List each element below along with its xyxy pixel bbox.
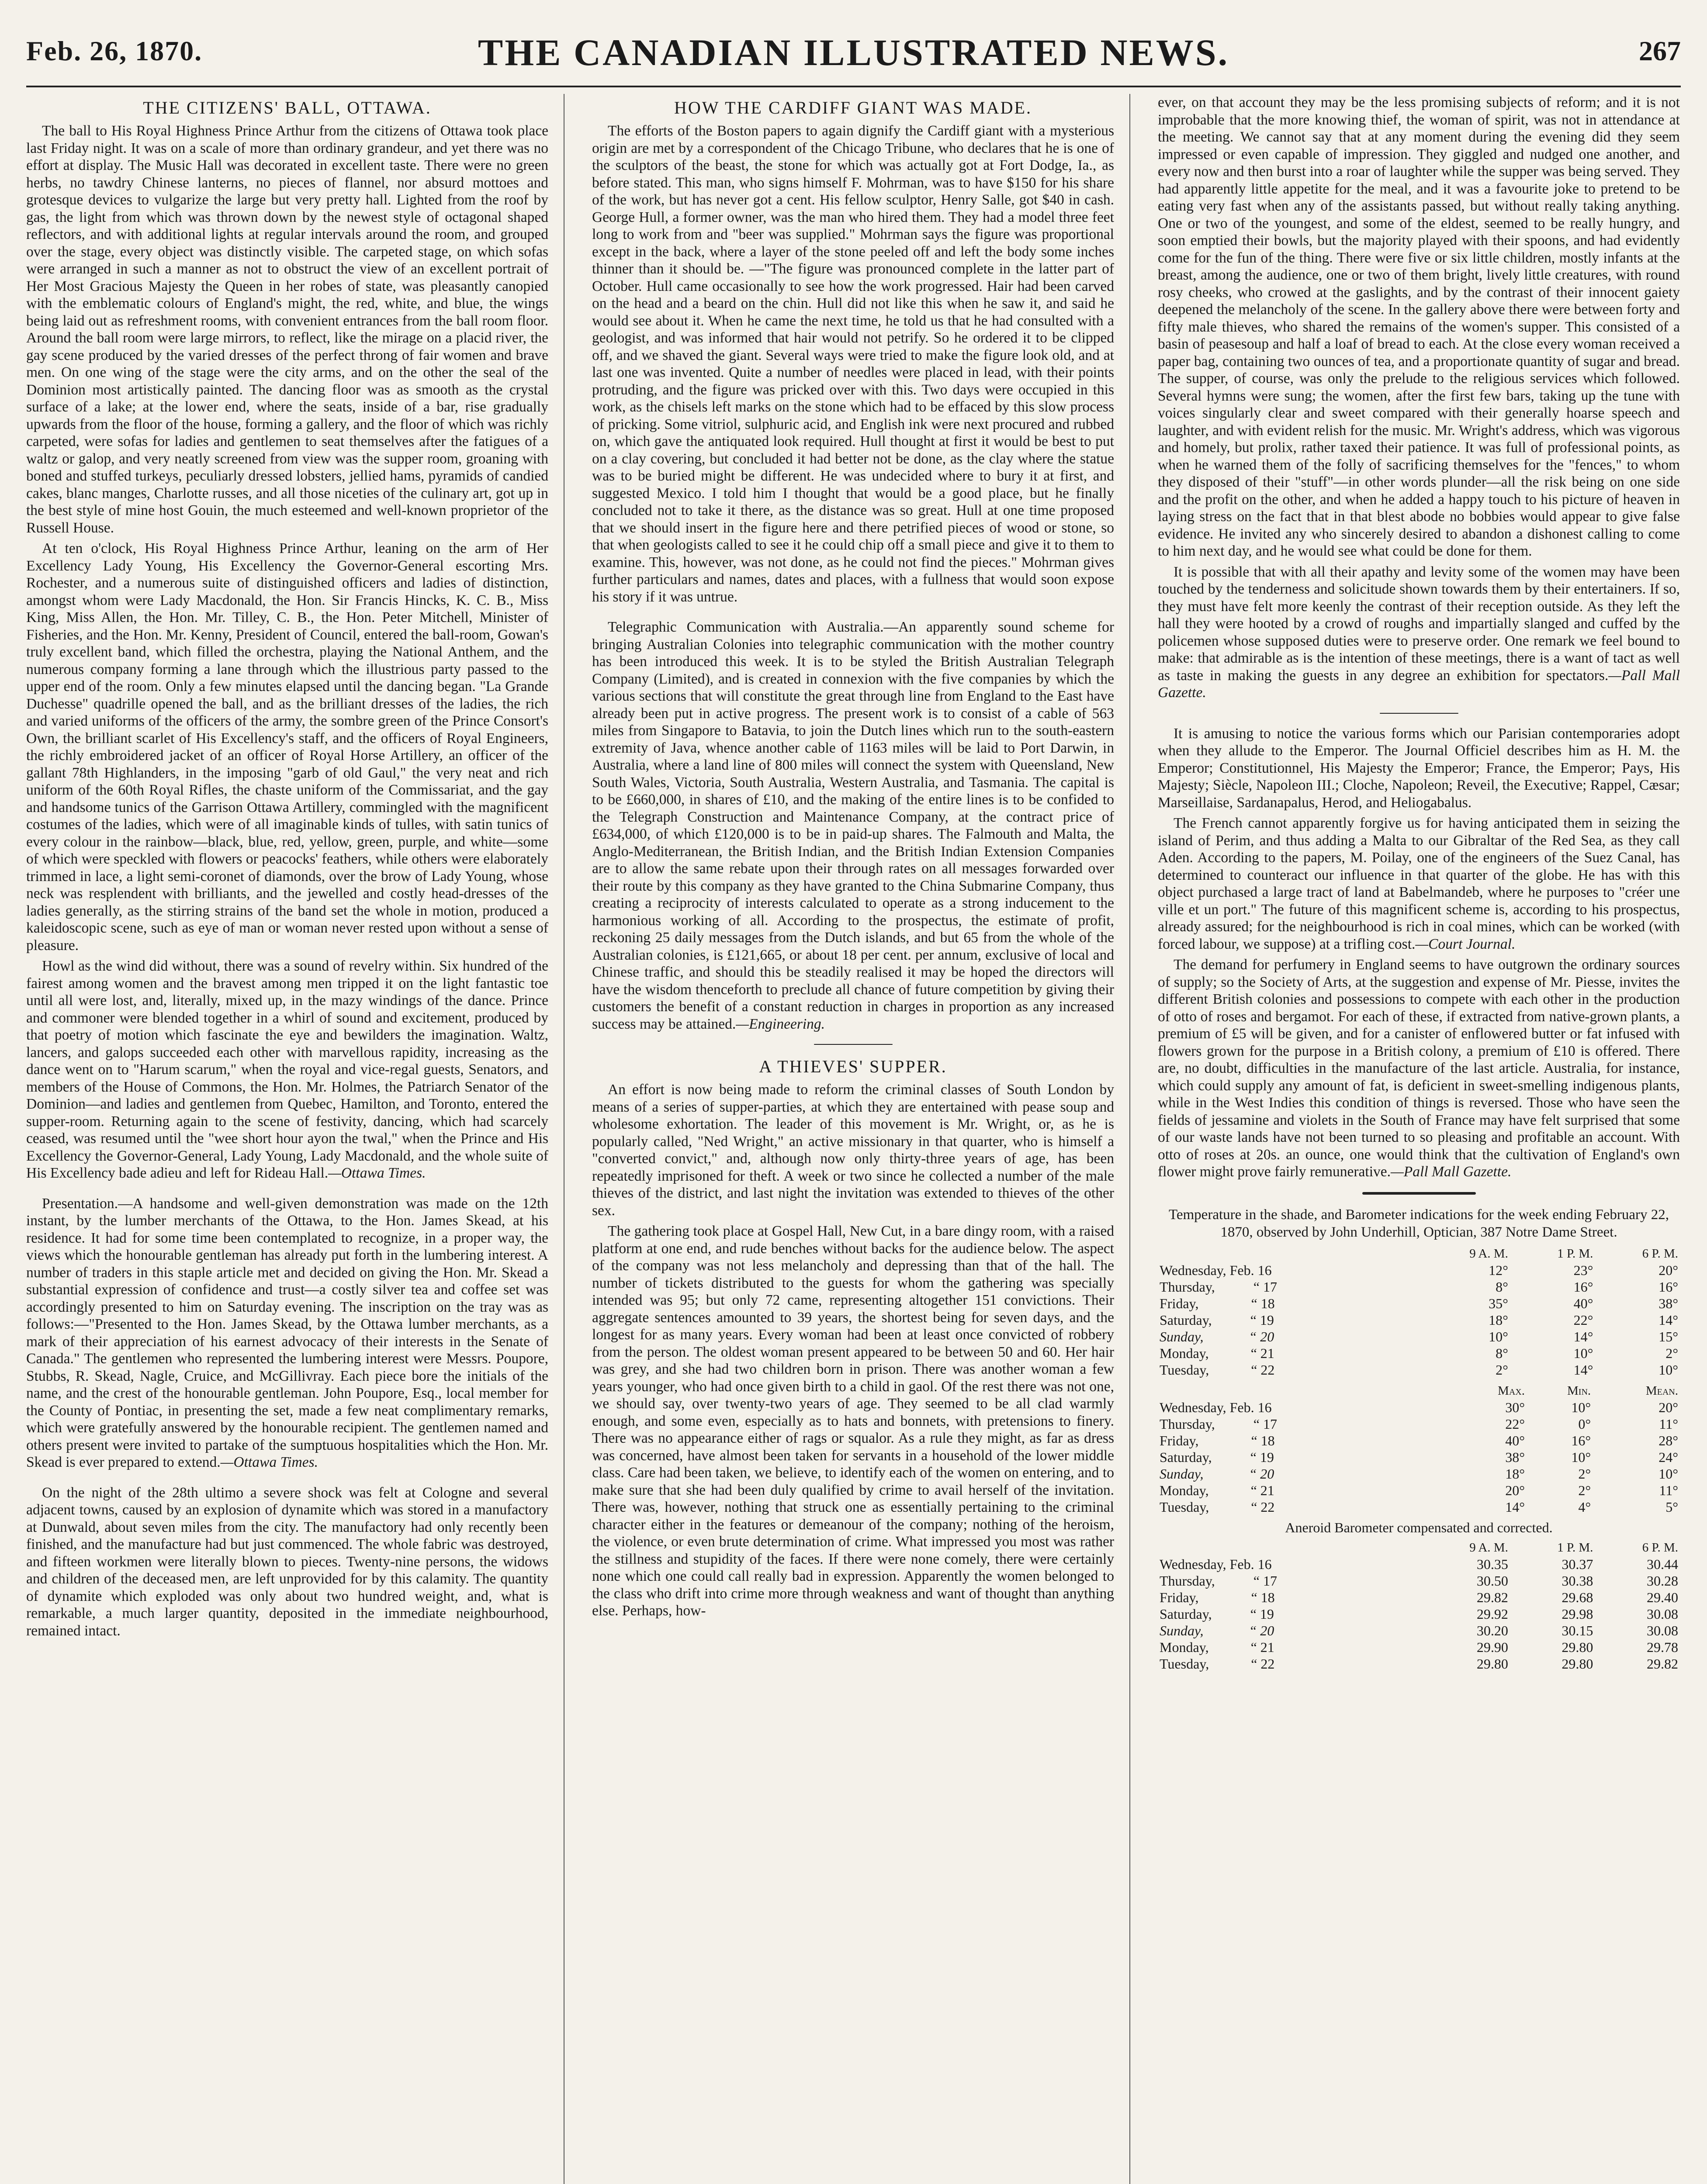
table-header: 9 A. M. — [1469, 1540, 1508, 1555]
table-header: 6 P. M. — [1642, 1246, 1678, 1261]
column-2 — [592, 94, 1114, 2184]
table-cell-value: 22° — [1505, 1416, 1525, 1432]
table-cell-value: 29.80 — [1476, 1655, 1508, 1672]
table-cell-value: 2° — [1496, 1362, 1508, 1378]
ornamental-rule — [1362, 1192, 1476, 1195]
paragraph — [26, 1195, 548, 1471]
table-row — [1158, 1499, 1680, 1515]
barometer-table — [1158, 1539, 1680, 1672]
paragraph-text: It is possible that with all their apathy and levity some of the women may have been touched by the tenderness and solicitude shown towards them by their entertainers. If so, they must have felt more keenly the contrast of their reception outside. As they left the hall they were hooted by a crowd of roughs and impartially slanged and cuffed by the policemen whose supposed duties were to preserve order. One remark we feel bound to make: that admirable as is the intention of these meetings, there is a want of tact as well as taste in making the guests in any degree an exhibition for spectators. — [1158, 563, 1680, 684]
paragraph: At ten o'clock, His Royal Highness Prince Arthur, leaning on the arm of Her Excellency Lady Young, His Excellency the Governor-General escorting Mrs. Rochester, and a numerous suite of distinguished officers and ladies of distinction, amongst whom were Lady Macdonald, the Hon. Sir Francis Hincks, K. C. B., Miss King, Miss Allen, the Hon. Mr. Tilley, C. B., the Hon. Peter Mitchell, Minister of Fisheries, and the Hon. Mr. Kenny, President of Council, entered the ball-room, Gowan's truly excellent band, which filled the orchestra, playing the National Anthem, and the numerous company forming a lane through which the illustrious party passed to the upper end of the room. Only a few minutes elapsed until the dancing began. "La Grande Duchesse" quadrille opened the ball, and as the brilliant dresses of the ladies, the rich and varied uniforms of the officers of the army, the sombre green of the Prince Consort's Own, the brilliant scarlet of His Excellency's staff, and the officers of Royal Engineers, the richly embroidered jacket of an officer of Royal Horse Artillery, an officer of the gallant 78th Highlanders, in the imposing "garb of old Gaul," the very neat and rich uniform of the 60th Royal Rifles, the chaste uniform of the Commissariat, and the gay and handsome tunics of the Garrison Ottawa Artillery, commingled with the magnificent costumes of the ladies, which were of all imaginable kinds of tulles, with satin tunics of every colour in the rainbow—black, blue, red, yellow, green, purple, and white—some of which were speckled with flowers or peacocks' feathers, while others were elaborately trimmed in lace, a light semi-coronet of diamonds, over the brow of Lady Young, whose neck was resplendent with brilliants, and the jewelled and costly head-dresses of the ladies generally, as the stirring strains of the band set the whole in motion, produced a kaleidoscopic scene, such as eye of man or woman never rested upon without a sense of pleasure. — [26, 540, 548, 954]
table-body — [1158, 1556, 1680, 1672]
table-cell-value: 29.98 — [1562, 1606, 1593, 1622]
table-cell-day: Monday, “ 21 — [1160, 1345, 1274, 1361]
table-row — [1158, 1279, 1680, 1295]
table-row — [1158, 1482, 1680, 1499]
table-cell-value: 16° — [1571, 1432, 1591, 1448]
masthead — [26, 17, 1681, 83]
table-header: 1 P. M. — [1557, 1540, 1593, 1555]
table-cell-value: 29.80 — [1562, 1655, 1593, 1672]
newspaper-title: THE CANADIAN ILLUSTRATED NEWS. — [478, 31, 1229, 73]
table-row — [1158, 1416, 1680, 1432]
table-cell-value: 2° — [1578, 1465, 1591, 1482]
table-row — [1158, 1432, 1680, 1449]
table-cell-value: 11° — [1659, 1482, 1678, 1498]
table-cell-value: 14° — [1505, 1499, 1525, 1515]
table-header — [1158, 1539, 1419, 1556]
issue-date: Feb. 26, 1870. — [26, 35, 203, 66]
table-cell-value: 38° — [1659, 1295, 1678, 1311]
paragraph: The gathering took place at Gospel Hall, New Cut, in a bare dingy room, with a raised platform at one end, and rude benches without backs for the audience below. The aspect of the company was not less melancholy and depressing than that of the hall. The number of tickets distributed to the guests for whom the gathering was specially intended was 95; but only 72 came, representing altogether 151 convictions. Their aggregate sentences amounted to 39 years, the shortest being for seven days, and the longest for as many years. Every woman had been at least once convicted of robbery from the person. The oldest woman present appeared to be between 50 and 60. Her hair was grey, and she had two children born in prison. There was another woman a few years younger, who had once given birth to a child in gaol. Of the rest there was not one, we should say, over twenty-two years of age. They seemed to be all clad warmly enough, and some even, especially as to hats and bonnets, with pretensions to finery. There was no appearance either of rags or squalor. As a rule they might, as far as dress was concerned, have almost been taken for servants in a household of the lower middle class. Care had been taken, we believe, to identify each of the women on entering, and to make sure that she had been duly qualified by crime to avail herself of the invitation. There was, however, nothing that struck one as essentially pertaining to the criminal character either in the features or demeanour of the company; nothing of the heroism, the violence, or even brute determination of crime. What impressed you most was rather the stillness and stupidity of the faces. If there were none comely, there were certainly none which one could call really bad in expression. Apparently the women belonged to the class who drift into crime more through weakness and want of thought than anything else. Perhaps, how- — [592, 1223, 1114, 1619]
table-cell-day: Wednesday, Feb. 16 — [1160, 1556, 1272, 1572]
paragraph — [1158, 563, 1680, 702]
table-row — [1158, 1328, 1680, 1345]
table-cell-value: 30.50 — [1476, 1572, 1508, 1589]
table-cell-value: 20° — [1505, 1482, 1525, 1498]
paragraph: The efforts of the Boston papers to again dignify the Cardiff giant with a mysterious origin are met by a correspondent of the Chicago Tribune, who declares that he is one of the sculptors of the beast, the stone for which was actually got at Fort Dodge, Ia., as before stated. This man, who signs himself F. Mohrman, was to have $150 for his share of the work, but has never got a cent. His fellow sculptor, Henry Salle, got $40 in cash. George Hull, a former owner, was the man who hired them. They had a model three feet long to work from and "beer was supplied." Mohrman says the figure was proportional except in the back, where a layer of the stone peeled off and left the body some inches thinner than it should be. —"The figure was pronounced complete in the latter part of October. Hull came occasionally to see how the work progressed. Hair had been carved on the head and a beard on the chin. Hull did not like this when he saw it, and said he would see about it. When he came the next time, he told us that he had consulted with a geologist, and was informed that hair would not petrify. So he ordered it to be clipped off, and we shaved the giant. Several ways were tried to make the figure look old, and at last one was invented. Quite a number of needles were placed in lead, with their points protruding, and the figure was pricked over with this. Two days were occupied in this work, as the chisels left marks on the stone which had to be effaced by this slow process of pricking. Some vitriol, sulphuric acid, and English ink were next procured and rubbed on, which gave the antiquated look required. Hull thought at first it would be best to put on a clay covering, but concluded it had better not be done, as the clay where the statue was to be buried might be different. He was undecided where to bury it at first, and suggested Mexico. I told him I thought that would be a good place, but he finally concluded not to take it there, as the distance was so great. Hull at one time proposed that we should insert in the figure here and there petrified pieces of wood or stone, so that when geologists called to see it he could chip off a small piece and give it to them to examine. This, however, was not done, as he could not find the pieces." Mohrman gives further particulars and names, dates and places, with a fullness that would soon expose his story if it was untrue. — [592, 123, 1114, 605]
table-cell-day: Tuesday, “ 22 — [1160, 1362, 1275, 1378]
article-title: HOW THE CARDIFF GIANT WAS MADE. — [674, 98, 1032, 117]
table-cell-value: 18° — [1505, 1465, 1525, 1482]
paragraph-text: The French cannot apparently forgive us for having anticipated them in seizing the island of Perim, and thus adding a Malta to our Gibraltar of the Red Sea, as they call Aden. According to the papers, M. Poilay, one of the engineers of the Suez Canal, has determined to counteract our influence in that quarter of the globe. He has with this object purchased a large tract of land at Babelmandeb, where he purposes to "créer une ville et un port." The future of this magnificent scheme is, according to his prospectus, already assured; for the neighbourhood is rich in coal mines, which can be worked (with forced labour, we suppose) at a trifling cost. — [1158, 815, 1680, 952]
table-cell-value: 30.20 — [1476, 1622, 1508, 1638]
table-cell-value: 29.82 — [1476, 1589, 1508, 1605]
table-cell-value: 38° — [1505, 1449, 1525, 1465]
table-cell-value: 30.37 — [1562, 1556, 1593, 1572]
table-cell-value: 29.78 — [1647, 1639, 1678, 1655]
source-credit: —Court Journal. — [1415, 936, 1516, 952]
table-header: 6 P. M. — [1642, 1540, 1678, 1555]
table-cell-value: 30.08 — [1647, 1606, 1678, 1622]
table-cell-value: 4° — [1578, 1499, 1591, 1515]
table-cell-value: 10° — [1659, 1465, 1678, 1482]
table-cell-day: Tuesday, “ 22 — [1160, 1655, 1275, 1672]
paragraph — [26, 957, 548, 1182]
table-cell-day: Saturday, “ 19 — [1160, 1449, 1274, 1465]
table-row — [1158, 1572, 1680, 1589]
table-row — [1158, 1622, 1680, 1639]
table-row — [1158, 1655, 1680, 1672]
table-cell-value: 14° — [1659, 1312, 1678, 1328]
table-cell-value: 8° — [1496, 1279, 1508, 1295]
table-body — [1158, 1262, 1680, 1378]
table-row — [1158, 1589, 1680, 1606]
table-cell-value: 23° — [1573, 1262, 1593, 1278]
table-header — [1158, 1245, 1419, 1262]
table-cell-value: 14° — [1573, 1328, 1593, 1344]
column-3 — [1158, 94, 1680, 2184]
table-cell-value: 29.82 — [1647, 1655, 1678, 1672]
table-cell-value: 30.15 — [1562, 1622, 1593, 1638]
table-cell-value: 18° — [1489, 1312, 1508, 1328]
table-cell-value: 29.90 — [1476, 1639, 1508, 1655]
source-credit: —Pall Mall Gazette. — [1158, 667, 1680, 701]
table-row — [1158, 1262, 1680, 1279]
table-cell-value: 14° — [1573, 1362, 1593, 1378]
table-cell-value: 0° — [1578, 1416, 1591, 1432]
paragraph: On the night of the 28th ultimo a severe shock was felt at Cologne and several adjacent towns, caused by an explosion of dynamite which was stored in a manufactory at Dunwald, about seven miles from the city. The manufactory had only recently been finished, and the manufacture had but just commenced. The whole fabric was destroyed, and fifteen workmen were literally blown to pieces. Twenty-nine persons, the widows and children of the deceased men, are left unprovided for by this calamity. The quantity of dynamite which exploded was only about two hundred weight, and, what is remarkable, a much larger quantity, deposited in the immediate neighbourhood, remained intact. — [26, 1484, 548, 1639]
table-cell-day: Tuesday, “ 22 — [1160, 1499, 1275, 1515]
section-rule — [814, 1044, 893, 1045]
table-cell-value: 8° — [1496, 1345, 1508, 1361]
weather-caption: Temperature in the shade, and Barometer indications for the week ending February 22, 1870, observed by John Underhill, Optician, 387 Notre Dame Street. — [1169, 1206, 1669, 1240]
section-rule — [1380, 713, 1458, 714]
table-cell-value: 24° — [1659, 1449, 1678, 1465]
table-cell-value: 29.40 — [1647, 1589, 1678, 1605]
table-row — [1158, 1399, 1680, 1416]
table-cell-day: Friday, “ 18 — [1160, 1432, 1275, 1448]
table-cell-day: Wednesday, Feb. 16 — [1160, 1399, 1272, 1415]
temperature-table — [1158, 1245, 1680, 1378]
paragraph — [1158, 956, 1680, 1181]
table-cell-value: 20° — [1659, 1262, 1678, 1278]
table-header: Min. — [1567, 1383, 1591, 1398]
barometer-title: Aneroid Barometer compensated and corrected. — [1285, 1519, 1553, 1535]
table-header-row — [1158, 1245, 1680, 1262]
table-cell-day: Wednesday, Feb. 16 — [1160, 1262, 1272, 1278]
table-cell-value: 30.38 — [1562, 1572, 1593, 1589]
paragraph — [592, 619, 1114, 1033]
table-cell-value: 30.08 — [1647, 1622, 1678, 1638]
column-1 — [26, 94, 548, 2184]
page-number: 267 — [1639, 35, 1681, 66]
paragraph: It is amusing to notice the various forms which our Parisian contemporaries adopt when they allude to the Emperor. The Journal Officiel describes him as H. M. the Emperor; Constitutionnel, His Majesty the Emperor; France, the Emperor; Pays, His Majesty; Siècle, Napoleon III.; Cloche, Napoleon; Reveil, the Executive; Rappel, Cæsar; Marseillaise, Sardanapalus, Herod, and Heliogabalus. — [1158, 725, 1680, 811]
table-header-row — [1158, 1382, 1680, 1399]
table-cell-value: 10° — [1571, 1399, 1591, 1415]
table-cell-value: 30.28 — [1647, 1572, 1678, 1589]
table-header: Max. — [1498, 1383, 1525, 1398]
table-cell-value: 10° — [1659, 1362, 1678, 1378]
table-cell-value: 30.44 — [1647, 1556, 1678, 1572]
source-credit: —Engineering. — [736, 1016, 825, 1032]
table-cell-day: Friday, “ 18 — [1160, 1589, 1275, 1605]
paragraph-text: Presentation.—A handsome and well-given demonstration was made on the 12th instant, by the lumber merchants of the Ottawa, to the Hon. James Skead, at his residence. It had for some time been contemplated to recognize, in a proper way, the views which the honourable gentleman has already put forth in the lumbering interest. A number of traders in this staple article met and decided on giving the Hon. Mr. Skead a substantial expression of confidence and trust—a costly silver tea and coffee set was accordingly presented to him on Saturday evening. The inscription on the tray was as follows:—"Presented to the Hon. James Skead, by the Ottawa lumber merchants, as a mark of their appreciation of his earnest advocacy of their interests in the Senate of Canada." The gentlemen who represented the lumbering interest were Messrs. Poupore, Stubbs, R. Skead, Nagle, Cruice, and McGillivray. Each piece bore the initials of the name, and the crest of the honourable gentleman. John Poupore, Esq., local member for the County of Pontiac, in presenting the set, made a few neat complimentary remarks, which were gratefully answered by the honourable recipient. The gentlemen named and others present were invited to partake of the sumptuous hospitalities which the Hon. Mr. Skead is ever prepared to extend. — [26, 1195, 548, 1470]
table-row — [1158, 1312, 1680, 1328]
table-cell-value: 29.92 — [1476, 1606, 1508, 1622]
table-cell-value: 10° — [1571, 1449, 1591, 1465]
masthead-rule — [26, 86, 1681, 87]
table-cell-value: 12° — [1489, 1262, 1508, 1278]
table-cell-day: Friday, “ 18 — [1160, 1295, 1275, 1311]
table-row — [1158, 1449, 1680, 1465]
table-row — [1158, 1639, 1680, 1655]
table-cell-value: 40° — [1505, 1432, 1525, 1448]
table-cell-value: 35° — [1489, 1295, 1508, 1311]
table-cell-value: 2° — [1665, 1345, 1678, 1361]
table-cell-value: 11° — [1659, 1416, 1678, 1432]
table-header-row — [1158, 1539, 1680, 1556]
paragraph: The ball to His Royal Highness Prince Arthur from the citizens of Ottawa took place last Friday night. It was on a scale of more than ordinary grandeur, and yet there was no effort at display. The Music Hall was decorated in excellent taste. There were no green herbs, no tawdry Chinese lanterns, no pieces of flannel, nor absurd mottoes and grotesque devices to vulgarize the large but very pretty hall. Lighted from the roof by gas, the light from which was thrown down by the newest style of octagonal shaped reflectors, and with additional lights at regular intervals around the room, and grouped over the stage, every object was distinctly visible. The carpeted stage, on which sofas were arranged in such a manner as not to obstruct the view of an excellent portrait of Her Most Gracious Majesty the Queen in her robes of state, was pleasantly canopied with the emblematic colours of England's might, the red, white, and blue, the wings being laid out as refreshment rooms, with convenient entrances from the ball room floor. Around the ball room were large mirrors, to reflect, like the mirage on a placid river, the gay scene produced by the varied dresses of the perfect throng of fair women and brave men. On one wing of the stage were the city arms, and on the other the seal of the Dominion most artistically painted. The dancing floor was as smooth as the crystal surface of a lake; at the lower end, where the seats, inside of a bar, rise gradually upwards from the floor of the house, forming a gallery, and the floor of which was richly carpeted, were sofas for ladies and gentlemen to seat themselves after the fatigues of a waltz or galop, and very neatly screened from view was the supper room, groaning with boned and stuffed turkeys, peculiarly dressed lobsters, jellied hams, pyramids of candied cakes, blanc manges, Charlotte russes, and all those niceties of the culinary art, got up in the best style of mine host Gouin, the much esteemed and well-known proprietor of the Russell House. — [26, 123, 548, 536]
table-cell-value: 15° — [1659, 1328, 1678, 1344]
table-cell-value: 40° — [1573, 1295, 1593, 1311]
table-cell-day: Sunday, “ 20 — [1160, 1465, 1274, 1482]
table-cell-value: 30° — [1505, 1399, 1525, 1415]
table-row — [1158, 1295, 1680, 1312]
table-cell-day: Thursday, “ 17 — [1160, 1279, 1277, 1295]
table-cell-value: 2° — [1578, 1482, 1591, 1498]
table-header: 9 A. M. — [1469, 1246, 1508, 1261]
table-row — [1158, 1556, 1680, 1572]
table-cell-value: 29.68 — [1562, 1589, 1593, 1605]
paragraph-text: Howl as the wind did without, there was a sound of revelry within. Six hundred of the fairest among women and the bravest among men tripped it on the light fantastic toe until all were lost, and, literally, mixed up, in the mazy windings of the dance. Prince and commoner were blended together in a whirl of sound and excitement, produced by that poetry of motion which fascinate the eye and bewilders the imagination. Waltz, lancers, and galops succeeded each other with marvellous rapidity, increasing as the dance went on to "Harum scarum," when the royal and vice-regal guests, Senators, and members of the House of Commons, the Hon. Mr. Holmes, the Patriarch Senator of the Dominion—and ladies and gentlemen from Quebec, Hamilton, and Toronto, entered the supper-room. Returning again to the scene of festivity, dancing, which had scarcely ceased, was resumed until the "wee short hour ayon the twal," when the Prince and His Excellency the Governor-General, Lady Young, Lady Macdonald, and the whole suite of His Excellency bade adieu and left for Rideau Hall. — [26, 958, 548, 1181]
table-cell-day: Sunday, “ 20 — [1160, 1622, 1274, 1638]
table-cell-day: Thursday, “ 17 — [1160, 1572, 1277, 1589]
table-cell-value: 22° — [1573, 1312, 1593, 1328]
table-row — [1158, 1606, 1680, 1622]
table-cell-day: Sunday, “ 20 — [1160, 1328, 1274, 1344]
table-header — [1158, 1382, 1452, 1399]
table-cell-day: Monday, “ 21 — [1160, 1482, 1274, 1498]
table-cell-day: Thursday, “ 17 — [1160, 1416, 1277, 1432]
table-cell-value: 16° — [1573, 1279, 1593, 1295]
table-header: Mean. — [1645, 1383, 1678, 1398]
table-row — [1158, 1345, 1680, 1362]
max-min-table — [1158, 1382, 1680, 1515]
article-title: THE CITIZENS' BALL, OTTAWA. — [143, 98, 432, 117]
table-cell-day: Saturday, “ 19 — [1160, 1312, 1274, 1328]
paragraph — [1158, 815, 1680, 953]
source-credit: —Ottawa Times. — [328, 1165, 426, 1181]
source-credit: —Pall Mall Gazette. — [1391, 1164, 1512, 1180]
article-title: A THIEVES' SUPPER. — [759, 1057, 947, 1076]
table-row — [1158, 1362, 1680, 1378]
paragraph-text: Telegraphic Communication with Australia.—An apparently sound scheme for bringing Australian Colonies into telegraphic communication with the mother country has been introduced this week. It is to be styled the British Australian Telegraph Company (Limited), and is created in connexion with the five companies by which the various sections that will constitute the great through line from England to the East have already been put in active progress. The present work is to consist of a cable of 563 miles from Singapore to Batavia, to join the Dutch lines which run to the south-eastern extremity of Java, whence another cable of 1163 miles will be laid to Port Darwin, in Australia, where a land line of 800 miles will connect the system with Queensland, New South Wales, Victoria, South Australia, Western Australia, and Tasmania. The capital is to be £660,000, in shares of £10, and the making of the entire lines is to be confided to the Telegraph Construction and Maintenance Company, at the contract price of £634,000, of which £120,000 is to be in paid-up shares. The Falmouth and Malta, the Anglo-Mediterranean, the British Indian, and the British Indian Extension Companies are to allow the same rebate upon their through rates on all messages forwarded over their route by this company as they have granted to the China Submarine Company, thus creating a reciprocity of interests calculated to operate as a strong inducement to the harmonious working of all. According to the prospectus, the estimate of profit, reckoning 25 daily messages from the Dutch islands, and but 65 from the whole of the Australian colonies, is £121,665, or about 18 per cent. per annum, exclusive of local and Chinese traffic, and should this be steadily realised it may be hoped the directors will have the wisdom thenceforth to preclude all chance of future competition by giving their customers the benefit of a constant reduction in charges in proportion as any increased success may be attained. — [592, 619, 1114, 1032]
column-divider — [1129, 94, 1130, 2184]
table-row — [1158, 1465, 1680, 1482]
table-cell-value: 16° — [1659, 1279, 1678, 1295]
table-cell-value: 20° — [1659, 1399, 1678, 1415]
paragraph: An effort is now being made to reform the criminal classes of South London by means of a series of supper-parties, at which they are entertained with pease soup and wholesome exhortation. The leader of this movement is Mr. Wright, or, as he is popularly called, "Ned Wright," an active missionary in that quarter, who is himself a "converted convict," and, although now only thirty-three years of age, has been repeatedly imprisoned for theft. A week or two since he collected a number of the male thieves of the district, and last night the invitation was extended to thieves of the other sex. — [592, 1082, 1114, 1219]
table-cell-value: 29.80 — [1562, 1639, 1593, 1655]
table-cell-value: 30.35 — [1476, 1556, 1508, 1572]
table-cell-value: 28° — [1659, 1432, 1678, 1448]
table-cell-value: 10° — [1573, 1345, 1593, 1361]
table-cell-value: 10° — [1489, 1328, 1508, 1344]
paragraph: ever, on that account they may be the less promising subjects of reform; and it is not improbable that the more knowing thief, the woman of spirit, was not in attendance at the meeting. We cannot say that at any moment during the evening did they seem impressed or even capable of impression. They giggled and nudged one another, and every now and then burst into a roar of laughter while the supper was being served. They had apparently little appetite for the meal, and it was a favourite joke to pretend to be eating very fast when any of the assistants passed, but without really taking anything. One or two of the youngest, and some of the eldest, seemed to be really hungry, and soon emptied their bowls, but the majority played with their spoons, and had evidently come for the fun of the thing. There were five or six little children, mostly infants at the breast, among the audience, one or two of them bright, lively little creatures, with round rosy cheeks, who crowed at the gaslights, and by the contrast of their innocent gaiety deepened the melancholy of the scene. In the gallery above there were between forty and fifty male thieves, who shared the remains of the women's supper. This consisted of a basin of peasesoup and half a loaf of bread to each. At the close every woman received a paper bag, containing two ounces of tea, and a proportionate quantity of sugar and bread. The supper, of course, was only the prelude to the religious services which followed. Several hymns were sung; the women, after the first few bars, taking up the tune with voices singularly clear and sweet compared with their generally hoarse speech and laughter, and with evident relish for the music. Mr. Wright's address, which was vigorous and homely, but prolix, rather taxed their patience. It was full of professional points, as when he warned them of the folly of sacrificing themselves for the "fences," to whom they disposed of their "stuff"—in other words plunder—all the risk being on one side and the profit on the other, and when he added a happy touch to his picture of heaven in laying stress on the fact that in that blest abode no bobbies would appear to give false evidence. He invited any who sincerely desired to abandon a dishonest calling to come to him next day, and he would see what could be done for them. — [1158, 94, 1680, 559]
paragraph-text: The demand for perfumery in England seems to have outgrown the ordinary sources of supply; so the Society of Arts, at the suggestion and expense of Mr. Piesse, invites the different British colonies and possessions to compete with each other in the production of otto of roses and bergamot. For each of these, if extracted from native-grown plants, a premium of £5 will be given, and for a canister of enflowered butter or fat infused with flowers grown for the purpose in a British colony, a premium of £10 is offered. There are, no doubt, difficulties in the manufacture of the last article. Australia, for instance, which could supply any amount of fat, is deficient in sweet-smelling indigenous plants, while in the West Indies this condition of things is reversed. Those who have seen the fields of jessamine and violets in the South of France may have felt surprised that some of our waste lands have not been turned to so pleasing and profitable an account. With otto of roses at 20s. an ounce, one would think that the cultivation of England's own flower might prove fairly remunerative. — [1158, 957, 1680, 1180]
weather-report — [1158, 1206, 1680, 1672]
table-header: 1 P. M. — [1557, 1246, 1593, 1261]
source-credit: —Ottawa Times. — [220, 1454, 319, 1470]
table-body — [1158, 1399, 1680, 1515]
table-cell-day: Saturday, “ 19 — [1160, 1606, 1274, 1622]
table-cell-day: Monday, “ 21 — [1160, 1639, 1274, 1655]
table-cell-value: 5° — [1665, 1499, 1678, 1515]
